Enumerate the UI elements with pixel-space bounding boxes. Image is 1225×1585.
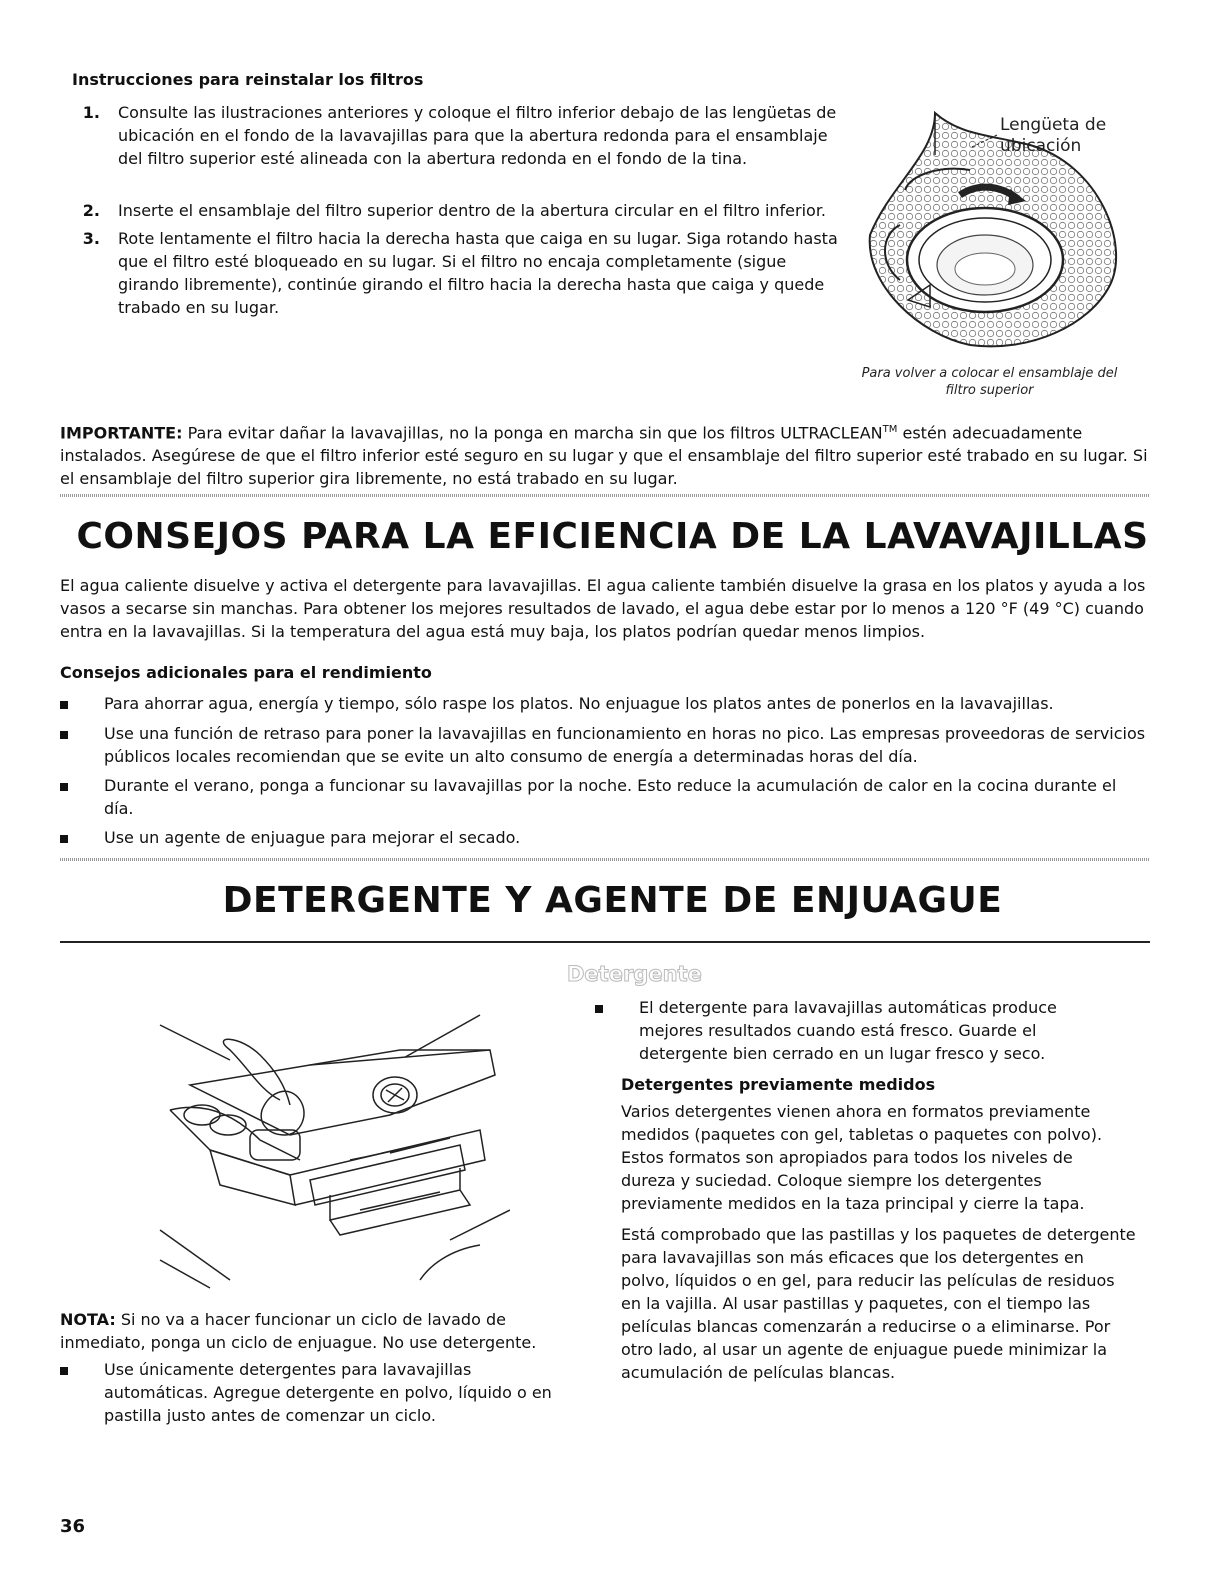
page-number: 36 <box>60 1516 86 1537</box>
step-text: Rote lentamente el filtro hacia la derecha hasta que caiga en su lugar. Siga rotando hasta que el filtro esté bloqueado en su lugar. Si el filtro no encaja completamente (sigue girando libremente), continúe girando el filtro hacia la derecha hasta que caiga y quede trabado en su lugar. <box>118 229 838 317</box>
premeasured-paragraph-1: Varios detergentes vienen ahora en formatos previamente medidos (paquetes con gel, tabletas o paquetes con polvo). Estos formatos son apropiados para todos los niveles de dureza y suciedad. Coloque siempre los detergentes previamente medidos en la taza principal y cierre la tapa. <box>621 1102 1103 1213</box>
section-divider <box>60 858 1150 861</box>
bullet-icon <box>60 783 68 791</box>
detergent-dispenser-illustration <box>150 1010 510 1290</box>
list-item <box>60 722 1150 770</box>
important-text-continued: estén adecuadamente instalados. Asegúrese de que el filtro inferior esté seguro en su lugar y que el ensamblaje del filtro superior esté trabado en su lugar. Si el ensamblaje del filtro superior gira libremente, no está trabado en su lugar. <box>60 423 1148 489</box>
bullet-icon <box>60 701 68 709</box>
figure-caption: Para volver a colocar el ensamblaje del filtro superior <box>861 366 1118 398</box>
step-text: Consulte las ilustraciones anteriores y coloque el filtro inferior debajo de las lengüetas de ubicación en el fondo de la lavavajillas para que la abertura redonda para el ensamblaje del filtro superior esté alineada con la abertura redonda en el fondo de la tina. <box>118 103 837 168</box>
tips-heading: Consejos adicionales para el rendimiento <box>60 663 432 682</box>
important-text: Para evitar dañar la lavavajillas, no la ponga en marcha sin que los filtros ULTRACLEAN <box>182 423 883 443</box>
step-number: 3. <box>82 229 100 248</box>
detergent-ghost-heading: Detergente <box>567 962 702 986</box>
list-item <box>595 996 1125 1068</box>
tips-list <box>60 692 1150 852</box>
list-item <box>60 826 1150 850</box>
right-bullet-text: El detergente para lavavajillas automáticas produce mejores resultados cuando está fresco. Guarde el detergente bien cerrado en un lugar fresco y seco. <box>639 998 1057 1063</box>
premeasured-heading: Detergentes previamente medidos <box>621 1075 936 1094</box>
list-item <box>60 774 1150 822</box>
efficiency-intro: El agua caliente disuelve y activa el detergente para lavavajillas. El agua caliente también disuelve la grasa en los platos y ayuda a los vasos a secarse sin manchas. Para obtener los mejores resultados de lavado, el agua debe estar por lo menos a 120 °F (49 °C) cuando entra en la lavavajillas. Si la temperatura del agua está muy baja, los platos podrían quedar menos limpios. <box>60 576 1146 641</box>
trademark-mark: TM <box>882 424 898 435</box>
list-item <box>60 1358 590 1430</box>
filters-steps-list <box>78 101 848 321</box>
tip-text: Durante el verano, ponga a funcionar su lavavajillas por la noche. Esto reduce la acumulación de calor en la cocina durante el día. <box>104 776 1117 818</box>
detergent-title: DETERGENTE Y AGENTE DE ENJUAGUE <box>222 880 1003 921</box>
upper-filter-illustration <box>860 95 1160 355</box>
list-item <box>78 199 848 223</box>
list-item <box>78 227 848 319</box>
title-underline <box>60 941 1150 943</box>
bullet-icon <box>60 731 68 739</box>
tip-text: Para ahorrar agua, energía y tiempo, sólo raspe los platos. No enjuague los platos antes de ponerlos en la lavavajillas. <box>104 694 1054 713</box>
note-text: Si no va a hacer funcionar un ciclo de lavado de inmediato, ponga un ciclo de enjuague. No use detergente. <box>60 1310 537 1352</box>
note-label: NOTA: <box>60 1310 116 1329</box>
important-note <box>60 418 1150 490</box>
bullet-icon <box>60 835 68 843</box>
bullet-icon <box>595 1005 603 1013</box>
efficiency-title: CONSEJOS PARA LA EFICIENCIA DE LA LAVAVAJILLAS <box>76 516 1149 557</box>
tip-text: Use una función de retraso para poner la lavavajillas en funcionamiento en horas no pico. Las empresas proveedoras de servicios públicos locales recomiendan que se evite un alto consumo de energía a determinadas horas del día. <box>104 724 1146 766</box>
premeasured-paragraph-2: Está comprobado que las pastillas y los paquetes de detergente para lavavajillas son más eficaces que los detergentes en polvo, líquidos o en gel, para reducir las películas de residuos en la vajilla. Al usar pastillas y paquetes, con el tiempo las películas blancas comenzarán a reducirse o a eliminarse. Por otro lado, al usar un agente de enjuague puede minimizar la acumulación de películas blancas. <box>621 1225 1136 1382</box>
note-paragraph <box>60 1308 550 1354</box>
left-bullet-text: Use únicamente detergentes para lavavajillas automáticas. Agregue detergente en polvo, líquido o en pastilla justo antes de comenzar un ciclo. <box>104 1360 552 1425</box>
locator-tab-label: Lengüeta de ubicación <box>1000 115 1107 156</box>
important-label: IMPORTANTE: <box>60 423 183 443</box>
list-item <box>78 101 848 193</box>
step-number: 1. <box>82 103 100 122</box>
step-text: Inserte el ensamblaje del filtro superior dentro de la abertura circular en el filtro inferior. <box>118 201 827 220</box>
dispenser-drawing <box>150 1010 510 1290</box>
tip-text: Use un agente de enjuague para mejorar el secado. <box>104 828 521 847</box>
step-number: 2. <box>82 201 100 220</box>
list-item <box>60 692 1150 716</box>
filters-heading: Instrucciones para reinstalar los filtros <box>72 70 424 89</box>
bullet-icon <box>60 1367 68 1375</box>
section-divider <box>60 494 1150 497</box>
